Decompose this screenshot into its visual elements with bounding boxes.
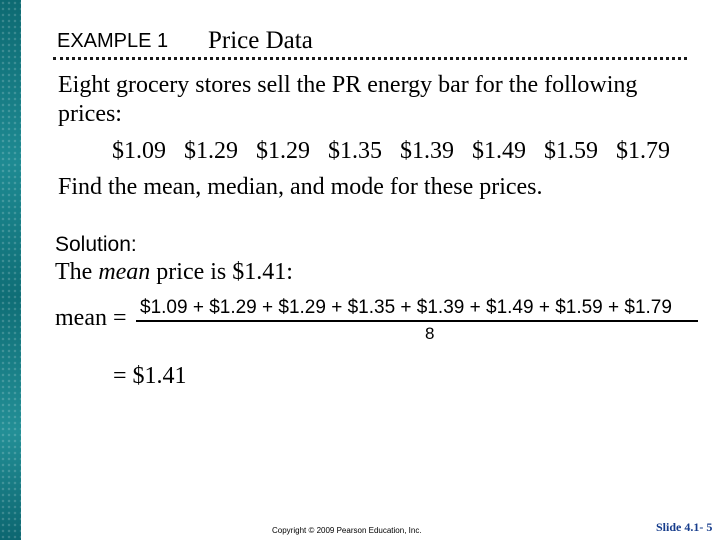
mean-intro-start: The: [55, 259, 99, 285]
mean-equals-label: mean =: [55, 305, 127, 331]
problem-question: Find the mean, median, and mode for these prices.: [58, 174, 543, 200]
price-list: $1.09 $1.29 $1.29 $1.35 $1.39 $1.49 $1.59 $1.79: [112, 138, 670, 164]
example-label: EXAMPLE 1: [57, 30, 169, 52]
slide-title: Price Data: [208, 27, 313, 54]
problem-line-1: Eight grocery stores sell the PR energy bar for the following: [58, 72, 638, 98]
decorative-sidebar: [0, 0, 21, 540]
fraction-denominator: 8: [425, 324, 435, 343]
mean-term: mean: [98, 259, 151, 285]
slide-number: Slide 4.1- 5: [656, 520, 713, 534]
fraction-numerator: $1.09 + $1.29 + $1.29 + $1.35 + $1.39 + $1.49 + $1.59 + $1.79: [140, 297, 672, 318]
solution-label: Solution:: [55, 233, 137, 256]
title-divider: [53, 57, 687, 60]
mean-intro: [55, 259, 293, 286]
mean-result: = $1.41: [113, 363, 187, 389]
copyright-notice: Copyright © 2009 Pearson Education, Inc.: [272, 526, 422, 535]
fraction-bar: [136, 320, 698, 322]
problem-line-2: prices:: [58, 101, 122, 127]
mean-intro-end: price is $1.41:: [150, 259, 293, 285]
